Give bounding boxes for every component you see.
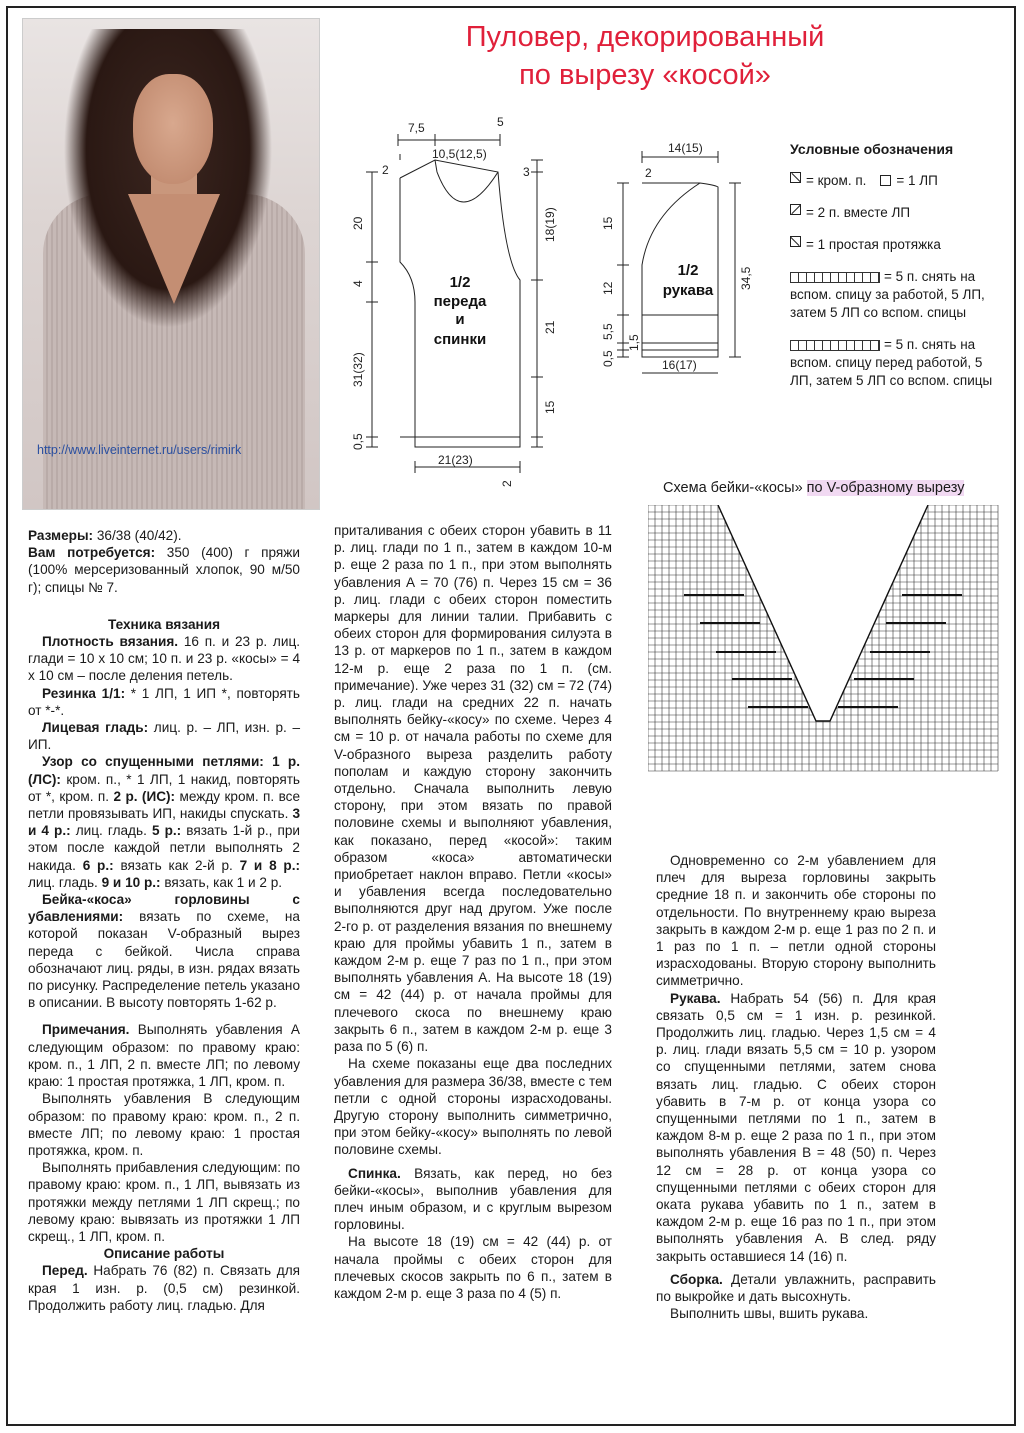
title-line-1: Пуловер, декорированный [465,21,825,53]
body-label-3: и [455,311,465,328]
cable-front-icon [790,340,880,351]
sl-dim-2: 2 [645,166,652,180]
dim-15: 15 [543,400,557,414]
dim-5: 5 [497,115,504,129]
dim-7-5: 7,5 [408,121,425,135]
sleeve-pattern-scheme [590,135,760,380]
source-url[interactable]: http://www.liveinternet.ru/users/rimirk [37,443,242,457]
v-neck-area [718,505,928,721]
dim-10-5: 10,5(12,5) [432,147,487,161]
text-column-2: приталивания с обеих сторон убавить в 11 р. лиц. глади по 1 п., затем в каждом 10-м р. еще 2 раза по 1 п., при этом выполнять убавления А = 70 (76) п. Через 15 см = 36 р. лиц. глади с обеих сторон поместить маркеры для линии талии. Прибавить с обеих сторон для формирования силуэта в 13 р. от маркеров по 1 п., затем в каждом 12-м р. еще 2 раза по 1 п. (см. примечание). Уже через 31 (32) см = 72 (74) р. лиц. глади на средних 22 п. начать выполнять бейку-«косу» по схеме. Через 4 см = 10 р. от начала работы по схеме для V-образного выреза разделить работу пополам и каждую сторону закончить отдельно. Сначала выполнить левую сторону, при этом вязать по правой половине схемы и выполняют убавления, как показано, перед «косой»: таким образом «коса» автоматически приобретает наклон вправо. Петли «косы» и убавления всегда последовательно выполняются друг над другом. Уже после 2-го р. от разделения вязания по внешнему краю для проймы убавить 1 п., затем в каждом 2-м р. еще 7 раз по 1 п., при этом выполнять убавления А. На высоте 18 (19) см = 42 (44) р. от начала проймы для плечевого скоса по внешнему краю закрыть 6 п., затем в каждом 2-м р. еще 3 раза по 5 (6) п. На схеме показаны еще два последних убавления для размера 36/38, вместе с тем петли с одной стороны израсходованы. Другую сторону выполнить симметрично, при этом бейку-«косу» выполнять по левой половине схемы. Спинка. Вязать, как перед, но без бейки-«косы», выполнив убавления для плеч иным образом, и с круглым вырезом горловины. На высоте 18 (19) см = 42 (44) р. от начала проймы с обеих сторон для плечевых скосов закрыть по 6 п., затем в каждом 2-м р. еще 3 раза по 4 (5) п. [334,523,612,1301]
sl-dim-5-5: 5,5 [601,323,615,340]
sl-dim-14-15: 14(15) [668,141,703,155]
text-column-1: Размеры: 36/38 (40/42). Вам потребуется: 350 (400) г пряжи (100% мерсеризованный хлопок, 90 м/50 г); спицы № 7. Техника вязания Плотность вязания. 16 п. и 23 р. лиц. глади = 10 х 10 см; 10 п. и 23 р. «косы» = 4 х 10 см – после деления петель. Резинка 1/1: * 1 ЛП, 1 ИП *, повторять от *-*. Лицевая гладь: лиц. р. – ЛП, изн. р. – ИП. Узор со спущенными петлями: 1 р. (ЛС): кром. п., * 1 ЛП, 1 накид, повторять от *, кром. п. 2 р. (ИС): между кром. п. все петли провязывать ИП, накиды спускать. 3 и 4 р.: лиц. гладь. 5 р.: вязать 1-й р., при этом после каждой петли выполнять 2 накида. 6 р.: вязать как 2-й р. 7 и 8 р.: лиц. гладь. 9 и 10 р.: вязать, как 1 и 2 р. Бейка-«коса» горловины с убавлениями: вязать по схеме, на которой показан V-образный вырез переда с бейкой. Числа справа обозначают лиц. ряды, в изн. рядах вязать по рисунку. Распределение петель указано в описании. В высоту повторять 1-62 р. Примечания. Выполнять убавления А следующим образом: по правому краю: кром. п., 1 ЛП, 2 п. вместе ЛП; по левому краю: 1 простая протяжка, 1 ЛП, кром. п. Выполнять убавления В следующим образом: по правому краю: кром. п., 2 п. вместе ЛП; по левому краю: 1 простая протяжка, кром. п. Выполнять прибавления следующим: по правому краю: кром. п., 1 ЛП, вывязать из протяжки между петлями 1 ЛП скрещ.; по левому краю: вывязать из протяжки 1 ЛП скрещ., 1 ЛП, кром. п. Описание работы Перед. Набрать 76 (82) п. Связать для края 1 изн. р. (0,5 см) резинкой. Продолжить работу лиц. гладью. Для [28,528,301,1313]
legend-item-skp: = 1 простая протяжка [790,236,1000,254]
dim-21-23: 21(23) [438,453,473,467]
legend [790,140,1000,404]
text-column-3: Одновременно со 2-м убавлением для плеч для выреза горловины закрыть средние 18 п. и закончить обе стороны по отдельности. По внутреннему краю выреза закрыть в каждом 2-м р. еще 1 раз по 2 п. и 1 раз по 1 п. – петли одной стороны израсходованы. Вторую сторону выполнить симметрично. Рукава. Набрать 54 (56) п. Для края связать 0,5 см = 1 изн. р. резинкой. Продолжить лиц. гладью. Через 1,5 см = 4 р. лиц. глади вязать 5,5 см = 10 р. узором со спущенными петлями, затем снова вязать лиц. гладью. С обеих сторон убавить в 7-м р. от конца узора со спущенными петлями по 1 п., затем в каждом 8-м р. еще 2 раза по 1 п., при этом выполнять убавления В = 48 (50) п. Через 12 см = 28 р. от конца узора со спущенными петлями с обеих сторон для оката рукава убавить по 1 п., затем в каждом 2-м р. еще 16 раз по 1 п., при этом выполнять убавления А. В след. ряду закрыть оставшиеся 14 (16) п. Сборка. Детали увлажнить, расправить по выкройке и дать высохнуть. Выполнить швы, вшить рукава. [656,853,937,1322]
edge-stitch-icon [790,172,801,183]
model-photo [22,18,320,510]
sleeve-label-2: рукава [662,282,714,299]
legend-item-cable-front: = 5 п. снять на вспом. спицу перед работой, 5 ЛП, затем 5 ЛП со вспом. спицы [790,337,993,388]
dim-3: 3 [523,165,530,179]
legend-title: Условные обозначения [790,141,954,157]
page-title [340,18,950,94]
sl-dim-15: 15 [601,216,615,230]
skp-icon [790,236,801,247]
sl-dim-0-5: 0,5 [601,350,615,367]
dim-2-top: 2 [382,163,389,177]
body-label-4: спинки [433,331,487,348]
dim-4: 4 [351,280,365,287]
v-neck-chart [648,505,1000,777]
chart-title: Схема бейки-«косы» по V-образному вырезу [663,480,965,496]
dim-21: 21 [543,320,557,334]
legend-item-edge: = кром. п. = 1 ЛП [790,172,1000,190]
title-line-2: по вырезу «косой» [519,59,771,91]
legend-item-k2tog: = 2 п. вместе ЛП [790,204,1000,222]
face-shape [133,74,213,184]
dim-0-5: 0,5 [351,433,365,450]
sl-dim-16-17: 16(17) [662,358,697,372]
dim-2-bottom: 2 [500,480,514,487]
body-label-2: переда [433,293,487,310]
dim-20: 20 [351,216,365,230]
dim-31-32: 31(32) [351,352,365,387]
sl-dim-1-5: 1,5 [627,334,641,351]
knit-stitch-icon [880,175,891,186]
tech-title: Техника вязания [107,616,221,632]
sl-dim-34-5: 34,5 [739,266,753,290]
sl-dim-12: 12 [601,281,615,295]
sleeve-label-1: 1/2 [677,262,699,279]
body-label-1: 1/2 [449,274,471,291]
dim-18-19: 18(19) [543,207,557,242]
k2tog-icon [790,204,801,215]
vneck-shape [128,194,220,304]
desc-title: Описание работы [103,1246,225,1262]
cable-back-icon [790,272,880,283]
body-pattern-scheme [340,112,570,492]
legend-item-cable-back: = 5 п. снять на вспом. спицу за работой, 5 ЛП, затем 5 ЛП со вспом. спицы [790,269,985,320]
